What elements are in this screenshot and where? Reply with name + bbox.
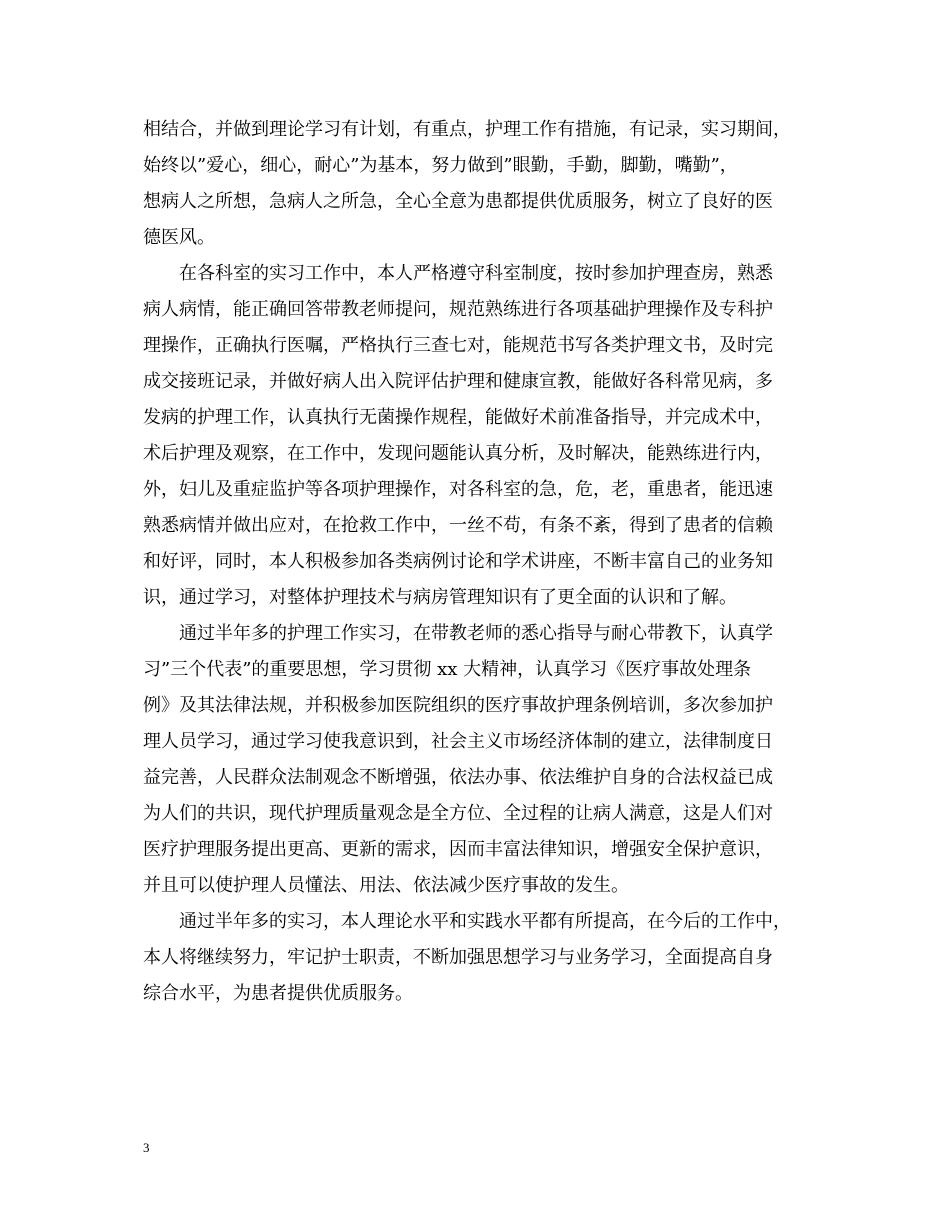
paragraph-line: 通过半年多的护理工作实习，在带教老师的悉心指导与耐心带教下，认真学 — [179, 623, 773, 644]
paragraph-line: 益完善，人民群众法制观念不断增强，依法办事、依法维护自身的合法权益已成 — [143, 767, 773, 788]
paragraph-line: 并且可以使护理人员懂法、用法、依法减少医疗事故的发生。 — [143, 875, 629, 896]
paragraph — [143, 112, 833, 256]
paragraph-line: 理操作，正确执行医嘱，严格执行三查七对，能规范书写各类护理文书，及时完 — [143, 335, 773, 356]
paragraph-line: 成交接班记录，并做好病人出入院评估护理和健康宣教，能做好各科常见病，多 — [143, 371, 773, 392]
paragraph-line: 本人将继续努力，牢记护士职责，不断加强思想学习与业务学习，全面提高自身 — [143, 947, 773, 968]
paragraph-line: 综合水平，为患者提供优质服务。 — [143, 983, 413, 1004]
paragraph-line: 为人们的共识，现代护理质量观念是全方位、全过程的让病人满意，这是人们对 — [143, 803, 773, 824]
paragraph-line: 例》及其法律法规，并积极参加医院组织的医疗事故护理条例培训，多次参加护 — [143, 695, 773, 716]
paragraph-line: 和好评，同时，本人积极参加各类病例讨论和学术讲座，不断丰富自己的业务知 — [143, 551, 773, 572]
paragraph-line: 医疗护理服务提出更高、更新的需求，因而丰富法律知识，增强安全保护意识， — [143, 839, 773, 860]
paragraph — [143, 904, 833, 1012]
paragraph-line: 通过半年多的实习，本人理论水平和实践水平都有所提高，在今后的工作中， — [179, 911, 791, 932]
paragraph-line: 想病人之所想，急病人之所急，全心全意为患都提供优质服务，树立了良好的医 — [143, 191, 773, 212]
paragraph-line: 外，妇儿及重症监护等各项护理操作，对各科室的急，危，老，重患者，能迅速 — [143, 479, 773, 500]
paragraph-line: 病人病情，能正确回答带教老师提问，规范熟练进行各项基础护理操作及专科护 — [143, 299, 773, 320]
paragraph-line: 在各科室的实习工作中，本人严格遵守科室制度，按时参加护理查房，熟悉 — [179, 263, 773, 284]
paragraph-line: 术后护理及观察，在工作中，发现问题能认真分析，及时解决，能熟练进行内， — [143, 443, 773, 464]
document-body — [143, 112, 833, 1012]
paragraph-line: 识，通过学习，对整体护理技术与病房管理知识有了更全面的认识和了解。 — [143, 587, 737, 608]
paragraph-line: 熟悉病情并做出应对，在抢救工作中，一丝不苟，有条不紊，得到了患者的信赖 — [143, 515, 773, 536]
paragraph-line: 始终以”爱心，细心，耐心”为基本，努力做到”眼勤，手勤，脚勤，嘴勤”， — [143, 155, 738, 176]
page-number: 3 — [143, 1140, 150, 1155]
paragraph-line: 理人员学习，通过学习使我意识到，社会主义市场经济体制的建立，法律制度日 — [143, 731, 773, 752]
paragraph-line: 习”三个代表”的重要思想，学习贯彻 xx 大精神，认真学习《医疗事故处理条 — [143, 659, 752, 680]
paragraph-line: 发病的护理工作，认真执行无菌操作规程，能做好术前准备指导，并完成术中， — [143, 407, 773, 428]
paragraph-line: 德医风。 — [143, 227, 215, 248]
paragraph — [143, 616, 833, 904]
paragraph-line: 相结合，并做到理论学习有计划，有重点，护理工作有措施，有记录，实习期间， — [143, 119, 791, 140]
paragraph — [143, 256, 833, 616]
